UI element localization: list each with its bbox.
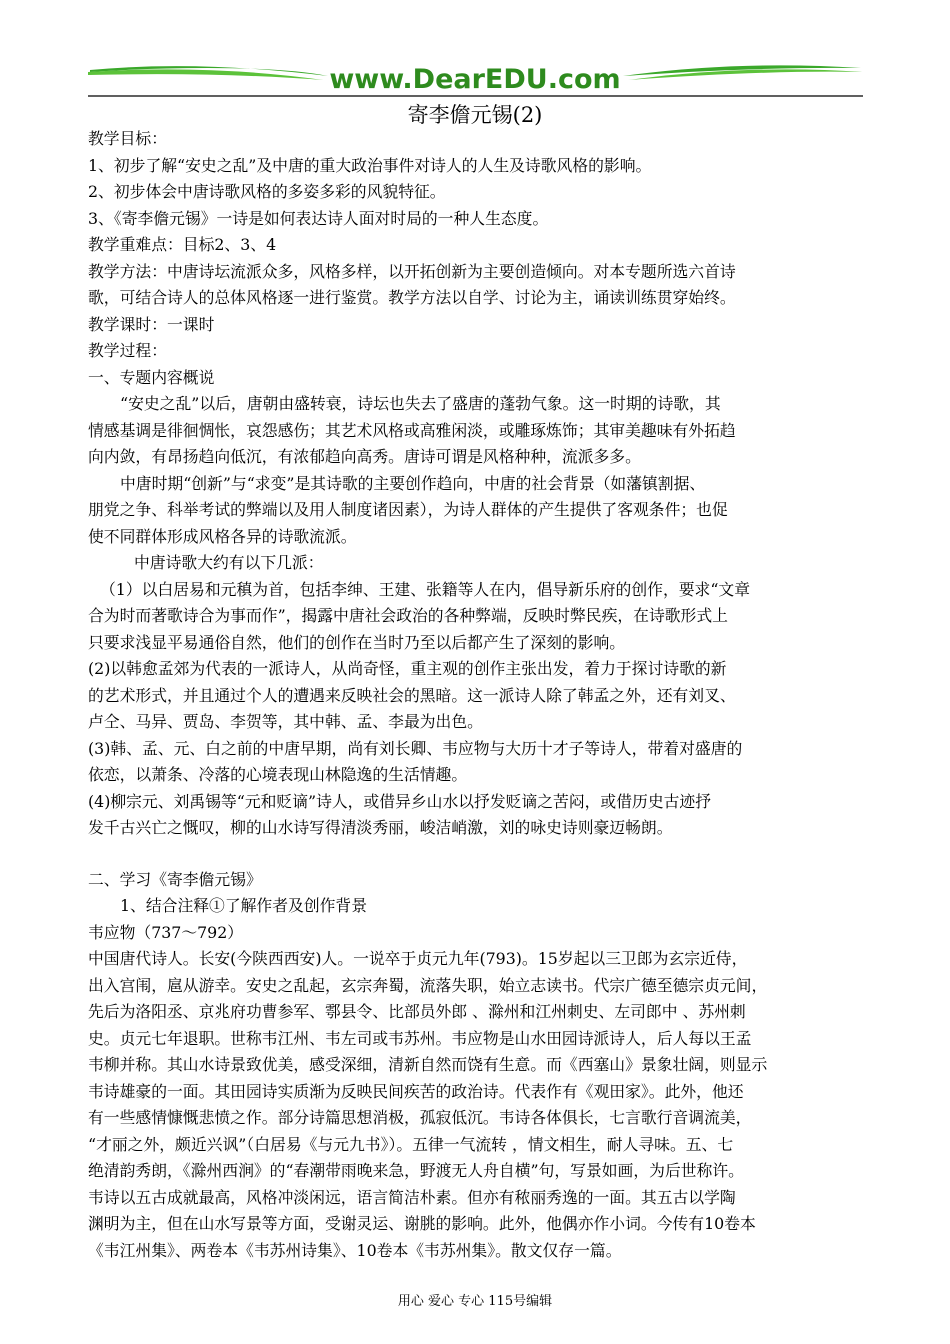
goal-2: 2、初步体会中唐诗歌风格的多姿多彩的风貌特征。 xyxy=(88,182,446,201)
author-bio-line-12: 《韦江州集》、两卷本《韦苏州诗集》、10卷本《韦苏州集》。散文仅存一篇。 xyxy=(88,1240,622,1260)
school-2-line-2: 的艺术形式，并且通过个人的遭遇来反映社会的黑暗。这一派诗人除了韩孟之外，还有刘叉、 xyxy=(88,685,736,705)
school-1-line-1: （1）以白居易和元稹为首，包括李绅、王建、张籍等人在内，倡导新乐府的创作，要求“文章 xyxy=(100,579,751,599)
dearedu-banner xyxy=(88,58,863,98)
author-bio-line-2: 出入宫闱，扈从游幸。安史之乱起，玄宗奔蜀，流落失职，始立志读书。代宗广德至德宗贞元间， xyxy=(88,975,768,995)
overview-para-2-line-1: 中唐时期“创新”与“求变”是其诗歌的主要创作趋向，中唐的社会背景（如藩镇割据、 xyxy=(120,473,706,493)
section-1-heading: 一、专题内容概说 xyxy=(88,367,215,387)
author-bio-line-7: 有一些感情慷慨悲愤之作。部分诗篇思想消极，孤寂低沉。韦诗各体俱长，七言歌行音调流美， xyxy=(88,1108,752,1127)
author-bio-line-4: 史。贞元七年退职。世称韦江州、韦左司或韦苏州。韦应物是山水田园诗派诗人，后人每以王孟 xyxy=(88,1028,752,1048)
author-bio-line-11: 渊明为主，但在山水写景等方面，受谢灵运、谢朓的影响。此外，他偶亦作小词。今传有10卷本 xyxy=(88,1214,756,1233)
overview-para-2-line-2: 朋党之争、科举考试的弊端以及用人制度诸因素），为诗人群体的产生提供了客观条件；也促 xyxy=(88,500,728,519)
blank-line xyxy=(88,842,866,867)
school-4-line-1: (4)柳宗元、刘禹锡等“元和贬谪”诗人，或借异乡山水以抒发贬谪之苦闷，或借历史古迹抒 xyxy=(88,791,712,811)
logo-text: www.DearEDU.com xyxy=(329,64,621,95)
school-2-line-1: (2)以韩愈孟郊为代表的一派诗人，从尚奇怪，重主观的创作主张出发，着力于探讨诗歌的新 xyxy=(88,659,727,678)
document-body xyxy=(88,126,866,1264)
step-1: 1、结合注释①了解作者及创作背景 xyxy=(120,896,368,915)
overview-para-1-line-3: 向内敛，有昂扬趋向低沉，有浓郁趋向高秀。唐诗可谓是风格种种，流派多多。 xyxy=(88,447,641,466)
schools-intro: 中唐诗歌大约有以下几派： xyxy=(134,553,324,572)
dearedu-logo xyxy=(88,58,863,98)
author-bio-line-8: “才丽之外，颇近兴讽”（白居易《与元九书》）。五律一气流转 ，情文相生，耐人寻味。五、七 xyxy=(88,1134,734,1154)
author-bio-line-9: 绝清韵秀朗，《滁州西涧》的“春潮带雨晚来急，野渡无人舟自横”句，写景如画，为后世称许。 xyxy=(88,1161,744,1180)
teaching-method-line-2: 歌，可结合诗人的总体风格逐一进行鉴赏。教学方法以自学、讨论为主，诵读训练贯穿始终。 xyxy=(88,288,736,307)
overview-para-1-line-1: “安史之乱”以后，唐朝由盛转衰，诗坛也失去了盛唐的蓬勃气象。这一时期的诗歌，其 xyxy=(120,394,721,413)
author-bio-line-10: 韦诗以五古成就最高，风格冲淡闲远，语言简洁朴素。但亦有秾丽秀逸的一面。其五古以学陶 xyxy=(88,1187,736,1207)
page-title: 寄李儋元锡(2) xyxy=(407,103,543,127)
school-2-line-3: 卢仝、马异、贾岛、李贺等，其中韩、孟、李最为出色。 xyxy=(88,712,483,731)
page-footer: 用心 爱心 专心 115号编辑 xyxy=(397,1294,553,1309)
goal-1: 1、初步了解“安史之乱”及中唐的重大政治事件对诗人的人生及诗歌风格的影响。 xyxy=(88,155,652,175)
school-1-line-3: 只要求浅显平易通俗自然，他们的创作在当时乃至以后都产生了深刻的影响。 xyxy=(88,632,626,652)
author-bio-line-3: 先后为洛阳丞、京兆府功曹参军、鄠县令、比部员外郎 、滁州和江州刺史、左司郎中 、苏州刺 xyxy=(88,1002,746,1021)
teaching-goals-heading: 教学目标： xyxy=(88,129,167,148)
key-points: 教学重难点：目标2、3、4 xyxy=(88,235,277,254)
school-4-line-2: 发千古兴亡之慨叹，柳的山水诗写得清淡秀丽，峻洁峭激，刘的咏史诗则豪迈畅朗。 xyxy=(88,818,673,837)
teaching-method-line-1: 教学方法：中唐诗坛流派众多，风格多样，以开拓创新为主要创造倾向。对本专题所选六首诗 xyxy=(88,261,736,281)
overview-para-1-line-2: 情感基调是徘徊惆怅，哀怨感伤；其艺术风格或高雅闲淡，或雕琢炼饰；其审美趣味有外拓趋 xyxy=(88,420,736,440)
school-3-line-2: 依恋，以萧条、冷落的心境表现山林隐逸的生活情趣。 xyxy=(88,765,468,784)
school-3-line-1: (3)韩、孟、元、白之前的中唐早期，尚有刘长卿、韦应物与大历十才子等诗人，带着对盛唐的 xyxy=(88,738,743,758)
author-bio-line-1: 中国唐代诗人。长安(今陕西西安)人。一说卒于贞元九年(793)。15岁起以三卫郎为玄宗近侍， xyxy=(88,949,748,968)
author-bio-line-6: 韦诗雄豪的一面。其田园诗实质渐为反映民间疾苦的政治诗。代表作有《观田家》。此外，他还 xyxy=(88,1081,744,1101)
overview-para-2-line-3: 使不同群体形成风格各异的诗歌流派。 xyxy=(88,526,357,546)
swoosh-right-2 xyxy=(628,69,863,80)
section-2-heading: 二、学习《寄李儋元锡》 xyxy=(88,869,262,889)
school-1-line-2: 合为时而著歌诗合为事而作”，揭露中唐社会政治的各种弊端，反映时弊民疾，在诗歌形式上 xyxy=(88,606,728,625)
goal-3: 3、《寄李儋元锡》一诗是如何表达诗人面对时局的一种人生态度。 xyxy=(88,208,549,228)
class-hours: 教学课时：一课时 xyxy=(88,314,215,334)
teaching-process-heading: 教学过程： xyxy=(88,341,167,360)
author-heading: 韦应物（737～792） xyxy=(88,922,244,942)
author-bio-line-5: 韦柳并称。其山水诗景致优美，感受深细，清新自然而饶有生意。而《西塞山》景象壮阔，则显示 xyxy=(88,1055,768,1074)
